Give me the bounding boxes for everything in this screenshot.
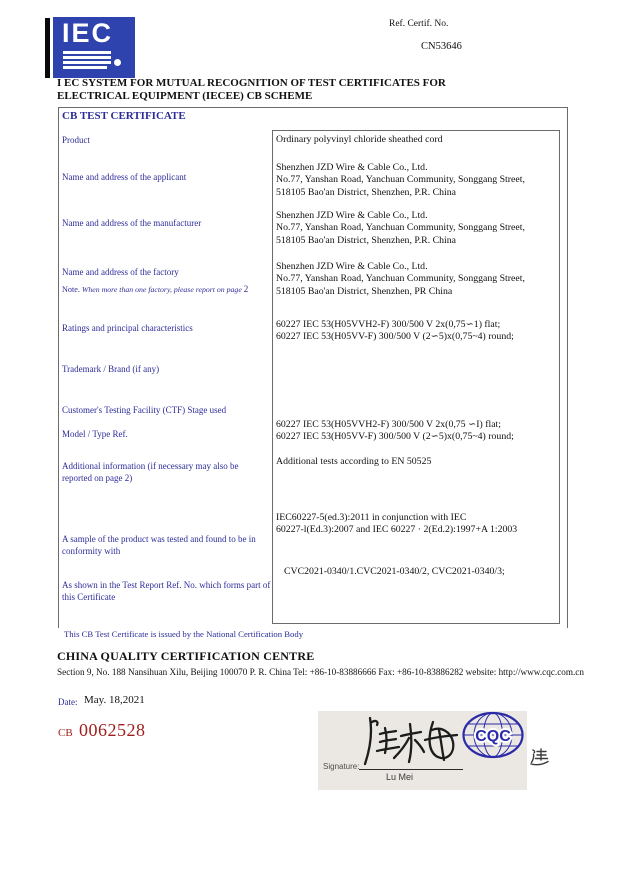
- issuer-name: CHINA QUALITY CERTIFICATION CENTRE: [57, 649, 315, 663]
- field-label-ctf: Customer's Testing Facility (CTF) Stage used: [62, 405, 227, 415]
- cqc-logo-text: CQC: [475, 728, 511, 745]
- applicant-line: 518105 Bao'an District, Shenzhen, P.R. China: [276, 186, 456, 198]
- conformity-line: IEC60227-5(ed.3):2011 in conjunction with IEC: [276, 512, 467, 523]
- signature-label: Signature:: [323, 762, 360, 771]
- date-value: May. 18,2021: [84, 694, 145, 706]
- conformity-line: 60227-l(Ed.3):2007 and IEC 60227 · 2(Ed.2):1997+A 1:2003: [276, 524, 518, 536]
- applicant-line: Shenzhen JZD Wire & Cable Co., Ltd.: [276, 162, 428, 173]
- iec-logo-line: [63, 66, 107, 69]
- iec-logo-line: [63, 51, 111, 54]
- manufacturer-line: 518105 Bao'an District, Shenzhen, P.R. China: [276, 234, 456, 246]
- cqc-logo: [461, 711, 525, 759]
- field-value-test-report: CVC2021-0340/1.CVC2021-0340/2, CVC2021-0340/3;: [284, 566, 505, 577]
- iec-logo-square: [53, 17, 135, 78]
- cb-number: 0062528: [79, 720, 146, 740]
- certificate-heading: CB TEST CERTIFICATE: [62, 110, 186, 122]
- signature-line: [359, 769, 463, 770]
- stamp-character-jian: [529, 747, 549, 767]
- manufacturer-line: Shenzhen JZD Wire & Cable Co., Ltd.: [276, 210, 428, 221]
- ratings-line: 60227 IEC 53(H05VVH2-F) 300/500 V 2x(0,75∽1) flat;: [276, 319, 501, 330]
- field-value-conformity: [276, 512, 554, 537]
- applicant-line: No.77, Yanshan Road, Yanchuan Community, Songgang Street,: [276, 174, 525, 186]
- scheme-title: I EC SYSTEM FOR MUTUAL RECOGNITION OF TEST CERTIFICATES FOR ELECTRICAL EQUIPMENT (IECEE) CB SCHEME: [57, 77, 446, 102]
- certificate-values-box: [272, 130, 560, 624]
- model-line: 60227 IEC 53(H05VV-F) 300/500 V (2∽5)x(0,75~4) round;: [276, 431, 514, 443]
- ref-certif-label: Ref. Certif. No.: [389, 19, 449, 29]
- iec-logo-line: [63, 61, 111, 64]
- factory-note-italic: When more than one factory, please report on page: [79, 285, 244, 294]
- iec-logo-bar: [45, 18, 50, 78]
- cb-number-prefix: CB: [58, 727, 73, 739]
- field-label-conformity: A sample of the product was tested and found to be in conformity with: [62, 534, 256, 556]
- iec-logo-line: [63, 56, 111, 59]
- field-label-product: Product: [62, 135, 90, 145]
- field-value-product: Ordinary polyvinyl chloride sheathed cord: [276, 134, 443, 145]
- factory-line: Shenzhen JZD Wire & Cable Co., Ltd.: [276, 261, 428, 272]
- field-value-factory: [276, 261, 554, 298]
- factory-line: No.77, Yanshan Road, Yanchuan Community, Songgang Street,: [276, 273, 525, 285]
- field-label-manufacturer: Name and address of the manufacturer: [62, 218, 202, 228]
- ratings-line: 60227 IEC 53(H05VV-F) 300/500 V (2∽5)x(0,75~4) round;: [276, 331, 514, 343]
- iec-logo-dot: [114, 59, 121, 66]
- field-label-trademark: Trademark / Brand (if any): [62, 364, 160, 374]
- handwritten-signature: [358, 712, 468, 770]
- factory-note-page: 2: [243, 284, 249, 294]
- signer-name: Lu Mei: [386, 772, 414, 782]
- field-value-additional-info: Additional tests according to EN 50525: [276, 456, 432, 467]
- field-label-applicant: Name and address of the applicant: [62, 172, 187, 182]
- issuer-address: Section 9, No. 188 Nansihuan Xilu, Beijing 100070 P. R. China Tel: +86-10-83886666 Fax: +86-10-83886282 website: http://www.cqc.com.cn: [57, 667, 584, 677]
- field-value-applicant: [276, 162, 554, 199]
- field-value-ratings: [276, 319, 554, 344]
- date-label: Date:: [58, 697, 78, 707]
- model-line: 60227 IEC 53(H05VVH2-F) 300/500 V 2x(0,75 ∽I) flat;: [276, 419, 501, 430]
- field-label-ratings: Ratings and principal characteristics: [62, 323, 193, 333]
- field-label-factory: Name and address of the factory: [62, 267, 179, 277]
- iec-logo-text: IEC: [62, 18, 114, 48]
- field-label-additional-info: Additional information (if necessary may also be reported on page 2): [62, 461, 239, 483]
- field-label-test-report: As shown in the Test Report Ref. No. which forms part of this Certificate: [62, 580, 271, 602]
- field-value-model: [276, 419, 554, 444]
- factory-line: 518105 Bao'an District, Shenzhen, PR China: [276, 285, 453, 297]
- field-label-model: Model / Type Ref.: [62, 429, 128, 439]
- ref-certif-number: CN53646: [421, 41, 462, 52]
- factory-note: [62, 284, 282, 294]
- field-value-manufacturer: [276, 210, 554, 247]
- manufacturer-line: No.77, Yanshan Road, Yanchuan Community, Songgang Street,: [276, 222, 525, 234]
- factory-note-prefix: Note.: [62, 285, 80, 294]
- issued-by-note: This CB Test Certificate is issued by the National Certification Body: [64, 629, 304, 639]
